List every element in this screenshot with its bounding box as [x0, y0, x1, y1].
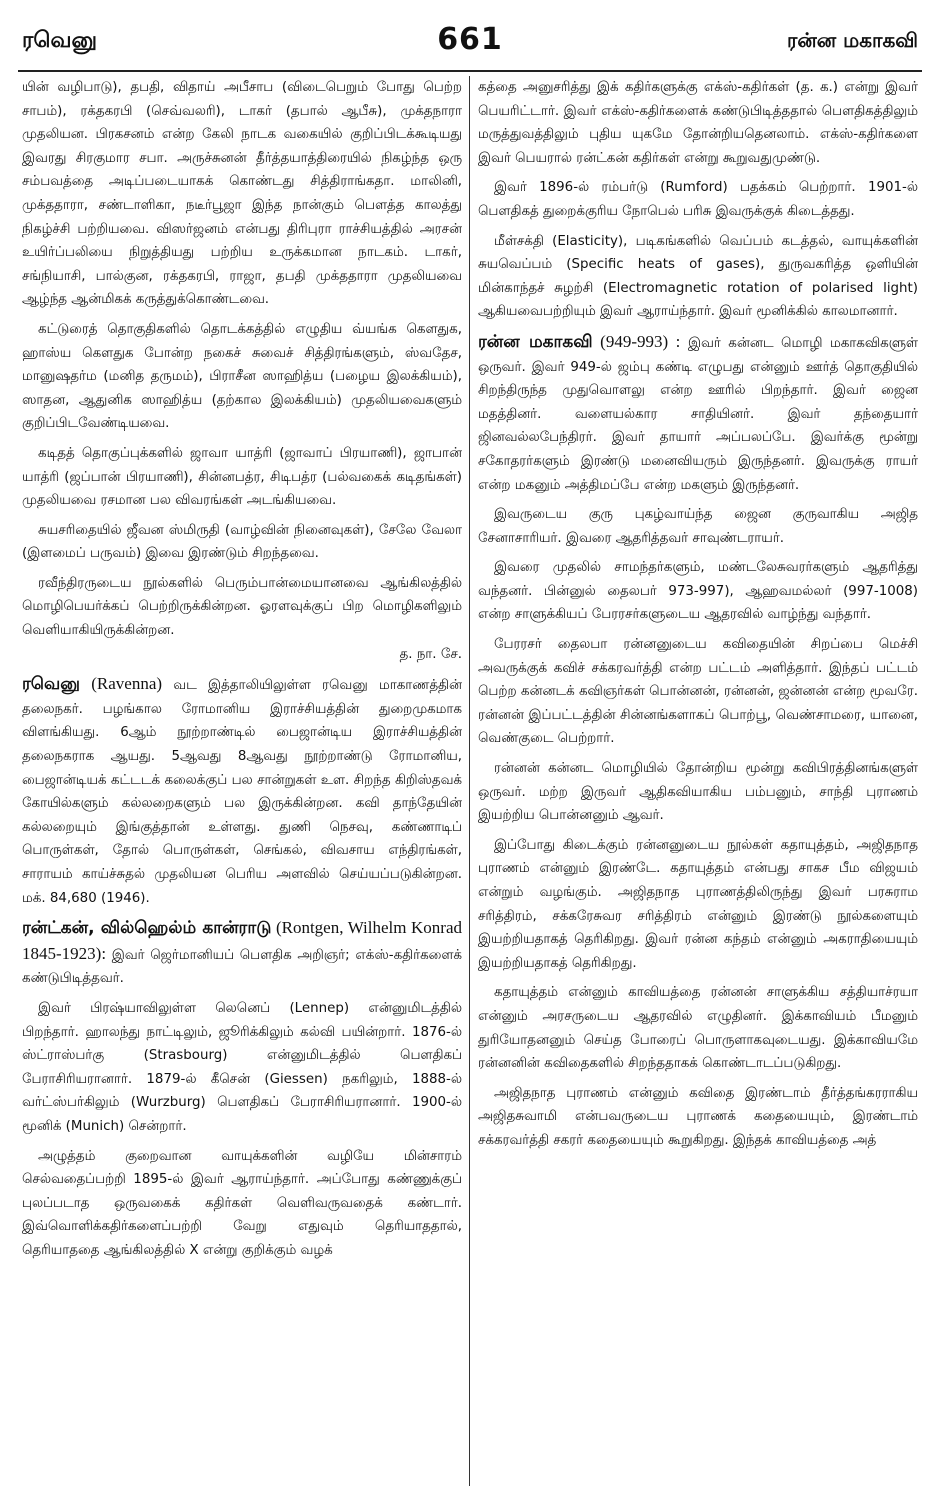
- paragraph: பேரரசர் தைலபா ரன்னனுடைய கவிதையின் சிறப்பை மெச்சி அவருக்குக் கவிச் சக்கரவர்த்தி என்ற பட்டம் அளித்தார். இந்தப் பட்டம் பெற்ற கன்னடக் கவிஞர்கள் பொன்னன், ரன்னன், ஜன்னன் என்ற மூவரே. ரன்னன் இப்பட்டத்தின் சின்னங்களாகப் பொற்பூ, வெண்சாமரை, யானை, வெண்குடை பெற்றார்.: [478, 637, 918, 747]
- entry-ravenna: [22, 672, 462, 910]
- paragraph: யின் வழிபாடு), தபதி, விதாய் அபீசாப (விடைபெறும் போது பெற்ற சாபம்), ரக்தகரபி (செவ்வலரி), டாகர் (தபால் ஆபீசு), முக்தநாரா முதலியன. பிரகசனம் என்ற கேலி நாடக வகையில் குறிப்பிடக்கூடியது இவரது சிரகுமார சபா. அருச்சுனன் தீர்த்தயாத்திரையில் நிகழ்ந்த ஒரு சம்பவத்தை அடிப்படையாகக் கொண்டது சித்திராங்கதா. மாலினி, முக்ததாரா, சண்டாளிகா, நடீர்பூஜா இந்த நான்கும் பௌத்த காலத்து நிகழ்ச்சி பற்றியவை. விஸர்ஜனம் என்பது திரிபுரா ராச்சியத்தில் அரசன் உயிர்ப்பலியை நிறுத்தியது பற்றிய உருக்கமான நாடகம். டாகர், சங்நியாசி, பால்குன, ரக்தகரபி, ராஜா, தபதி முக்ததாரா முதலியவை ஆழ்ந்த ஆன்மிகக் கருத்துக்கொண்டவை.: [22, 80, 462, 308]
- paragraph: கதாயுத்தம் என்னும் காவியத்தை ரன்னன் சாளுக்கிய சத்தியாச்ரயா என்னும் அரசருடைய ஆதரவில் எழுதினர். இக்காவியம் பீமனும் துரியோதனனும் செய்த போரைப் பொருளாகவுடையது. இக்காவியமே ரன்னனின் கவிதைகளில் சிறந்ததாகக் கொண்டாடப்படுகிறது.: [478, 985, 918, 1072]
- paragraph: [22, 572, 462, 666]
- paragraph: அழுத்தம் குறைவான வாயுக்களின் வழியே மின்சாரம் செல்வதைப்பற்றி 1895-ல் இவர் ஆராய்ந்தார். அப்போது கண்ணுக்குப் புலப்படாத ஒருவகைக் கதிர்கள் வெளிவருவதைக் கண்டார். இவ்வொளிக்கதிர்களைப்பற்றி வேறு எதுவும் தெரியாததால், தெரியாததை ஆங்கிலத்தில் X என்று குறிக்கும் வழக்: [22, 1148, 462, 1258]
- paragraph: இவர் 1896-ல் ரம்பர்டு (Rumford) பதக்கம் பெற்றார். 1901-ல் பௌதிகத் துறைக்குரிய நோபெல் பரிசு இவருக்குக் கிடைத்தது.: [478, 180, 918, 219]
- entry-heading: ரன்ன மகாகவி: [478, 331, 593, 352]
- paragraph: மீள்சக்தி (Elasticity), படிகங்களில் வெப்பம் கடத்தல், வாயுக்களின் சுயவெப்பம் (Specific heats of gases), துருவகரித்த ஒளியின் மின்காந்தச் சுழற்சி (Electromagnetic rotation of polarised light) ஆகியவைபற்றியும் இவர் ஆராய்ந்தார். இவர் மூனிக்கில் காலமானார்.: [478, 233, 918, 320]
- paragraph: இவருடைய குரு புகழ்வாய்ந்த ஜைன குருவாகிய அஜித சேனாசாரியர். இவரை ஆதரித்தவர் சாவுண்டராயர்.: [478, 507, 918, 546]
- entry-heading: ரவெனு: [22, 674, 81, 695]
- page-header: [22, 22, 918, 62]
- paragraph: இப்போது கிடைக்கும் ரன்னனுடைய நூல்கள் கதாயுத்தம், அஜிதநாத புராணம் என்னும் இரண்டே. கதாயுத்தம் என்பது சாகச பீம விஜயம் என்றும் வழங்கும். அஜிதநாத புராணத்திலிருந்து இவர் பரசுராம சரித்திரம், சக்கரேசுவர சரித்திரம் என்னும் இரண்டு நூல்களையும் இயற்றியதாகத் தெரிகிறது. இவர் ரன்ன கந்தம் என்னும் அகராதியையும் இயற்றியதாகத் தெரிகிறது.: [478, 837, 918, 971]
- right-column: [478, 76, 918, 1486]
- column-divider: [469, 76, 470, 1486]
- paragraph: இவரை முதலில் சாமந்தர்களும், மண்டலேசுவரர்களும் ஆதரித்து வந்தனர். பின்னுல் தைலபர் 973-997), ஆஹவமல்லர் (997-1008) என்ற சாளுக்கியப் பேரரசர்களுடைய ஆதரவில் வாழ்ந்து வந்தார்.: [478, 560, 918, 623]
- paragraph: அஜிதநாத புராணம் என்னும் கவிதை இரண்டாம் தீர்த்தங்கரராகிய அஜிதசுவாமி என்பவருடைய புராணக் கதையையும், இரண்டாம் சக்கரவர்த்தி சகரர் கதையையும் கூறுகிறது. இந்தக் காவியத்தை அத்: [478, 1085, 918, 1148]
- left-column: [22, 76, 462, 1486]
- entry-rontgen: [22, 916, 462, 991]
- paragraph: கத்தை அனுசரித்து இக் கதிர்களுக்கு எக்ஸ்-கதிர்கள் (த. க.) என்று இவர் பெயரிட்டார். இவர் எக்ஸ்-கதிர்களைக் கண்டுபிடித்ததால் பௌதிகத்திலும் மருத்துவத்திலும் புதிய யுகமே தோன்றியதெனலாம். எக்ஸ்-கதிர்களை இவர் பெயரால் ரன்ட்கன் கதிர்கள் என்று கூறுவதுமுண்டு.: [478, 80, 918, 166]
- entry-body: இவர் கன்னட மொழி மகாகவிகளுள் ஒருவர். இவர் 949-ல் ஜம்பு கண்டி எழுபது என்னும் ஊர்த் தொகுதியில் சிறந்திருந்த முதுவொளலு என்ற ஊரில் பிறந்தார். இவர் ஜைன மதத்தினர். வளையல்கார சாதியினர். இவர் தந்தையார் ஜினவல்லபேந்திரர். இவர் தாயார் அப்பலப்பே. இவர்க்கு மூன்று சகோதரர்களும் இரண்டு மனைவியரும் இருந்தனர். இவருக்கு ராயர் என்ற மகனும் அத்திமப்பே என்ற மகளும் இருந்தனர்.: [478, 335, 918, 493]
- entry-latin-name: (Rontgen, Wilhelm Konrad 1845-1923):: [22, 918, 462, 963]
- paragraph: கடிதத் தொகுப்புக்களில் ஜாவா யாத்ரி (ஜாவாப் பிரயாணி), ஜாபான் யாத்ரி (ஜப்பான் பிரயாணி), சின்னபத்ர, சிடிபத்ர (பல்வகைக் கடிதங்கள்) முதலியவை ரசமான பல விவரங்கள் அடங்கியவை.: [22, 445, 462, 509]
- author-signature: த. நா. சே.: [399, 646, 462, 662]
- header-rule: [18, 70, 922, 72]
- paragraph-text: ரவீந்திரருடைய நூல்களில் பெரும்பான்மையானவை ஆங்கிலத்தில் மொழிபெயர்க்கப் பெற்றிருக்கின்றன. ஓரளவுக்குப் பிற மொழிகளிலும் வெளியாகியிருக்கின்றன.: [22, 575, 462, 639]
- entry-body: இவர் ஜெர்மானியப் பௌதிக அறிஞர்; எக்ஸ்-கதிர்களைக் கண்டுபிடித்தவர்.: [22, 947, 462, 987]
- paragraph: கட்டுரைத் தொகுதிகளில் தொடக்கத்தில் எழுதிய வ்யங்க கௌதுக, ஹாஸ்ய கௌதுக போன்ற நகைச் சுவைச் சித்திரங்களும், ஸ்வதேச, மானுஷதர்ம (மனித தருமம்), பிராசீன ஸாஹித்ய (பழைய இலக்கியம்), ஸாதன, ஆதுனிக ஸாஹித்ய (தற்கால இலக்கியம்) முதலியவைகளும் குறிப்பிடவேண்டியவை.: [22, 321, 462, 432]
- entry-ranna: [478, 330, 918, 497]
- paragraph: சுயசரிதையில் ஜீவன ஸ்மிருதி (வாழ்வின் நினைவுகள்), சேலே வேலா (இளமைப் பருவம்) இவை இரண்டும் சிறந்தவை.: [22, 522, 462, 562]
- entry-body: வட இத்தாலியிலுள்ள ரவெனு மாகாணத்தின் தலைநகர். பழங்கால ரோமானிய இராச்சியத்தின் துறைமுகமாக விளங்கியது. 6ஆம் நூற்றாண்டில் பைஜான்டிய இராச்சியத்தின் தலைநகராக ஆயது. 5ஆவது 8ஆவது நூற்றாண்டு ரோமானிய, பைஜான்டியக் கட்டடக் கலைக்குப் பல சான்றுகள் உள. சிறந்த கிறிஸ்தவக் கோயில்களும் கல்லறைகளும் பல இருக்கின்றன. கவி தாந்தேயின் கல்லறையும் இங்குத்தான் உள்ளது. துணி நெசவு, கண்ணாடிப் பொருள்கள், தோல் பொருள்கள், செங்கல், விவசாய எந்திரங்கள், சாராயம் காய்ச்சுதல் முதலியன பெரிய அளவில் செய்யப்படுகின்றன. மக். 84,680 (1946).: [22, 678, 462, 906]
- entry-latin-name: (949-993) :: [600, 331, 681, 351]
- paragraph: இவர் பிரஷ்யாவிலுள்ள லெனெப் (Lennep) என்னுமிடத்தில் பிறந்தார். ஹாலந்து நாட்டிலும், ஜூரிக்கிலும் கல்வி பயின்றார். 1876-ல் ஸ்ட்ராஸ்பர்கு (Strasbourg) என்னுமிடத்தில் பௌதிகப் பேராசிரியரானார். 1879-ல் கீசென் (Giessen) நகரிலும், 1888-ல் வர்ட்ஸ்பர்கிலும் (Wurzburg) பௌதிகப் பேராசிரியரானார். 1900-ல் மூனிக் (Munich) சென்றார்.: [22, 1000, 462, 1134]
- paragraph: ரன்னன் கன்னட மொழியில் தோன்றிய மூன்று கவிபிரத்தினங்களுள் ஒருவர். மற்ற இருவர் ஆதிகவியாகிய பம்பனும், சாந்தி புராணம் இயற்றிய பொன்னனும் ஆவர்.: [478, 761, 918, 824]
- entry-latin-name: (Ravenna): [91, 674, 163, 694]
- page-number: 661: [437, 22, 503, 57]
- header-left-keyword: ரவெனு: [22, 28, 98, 53]
- header-right-keyword: ரன்ன மகாகவி: [787, 28, 918, 52]
- entry-heading: ரன்ட்கன், வில்ஹெல்ம் கான்ராடு: [22, 918, 272, 939]
